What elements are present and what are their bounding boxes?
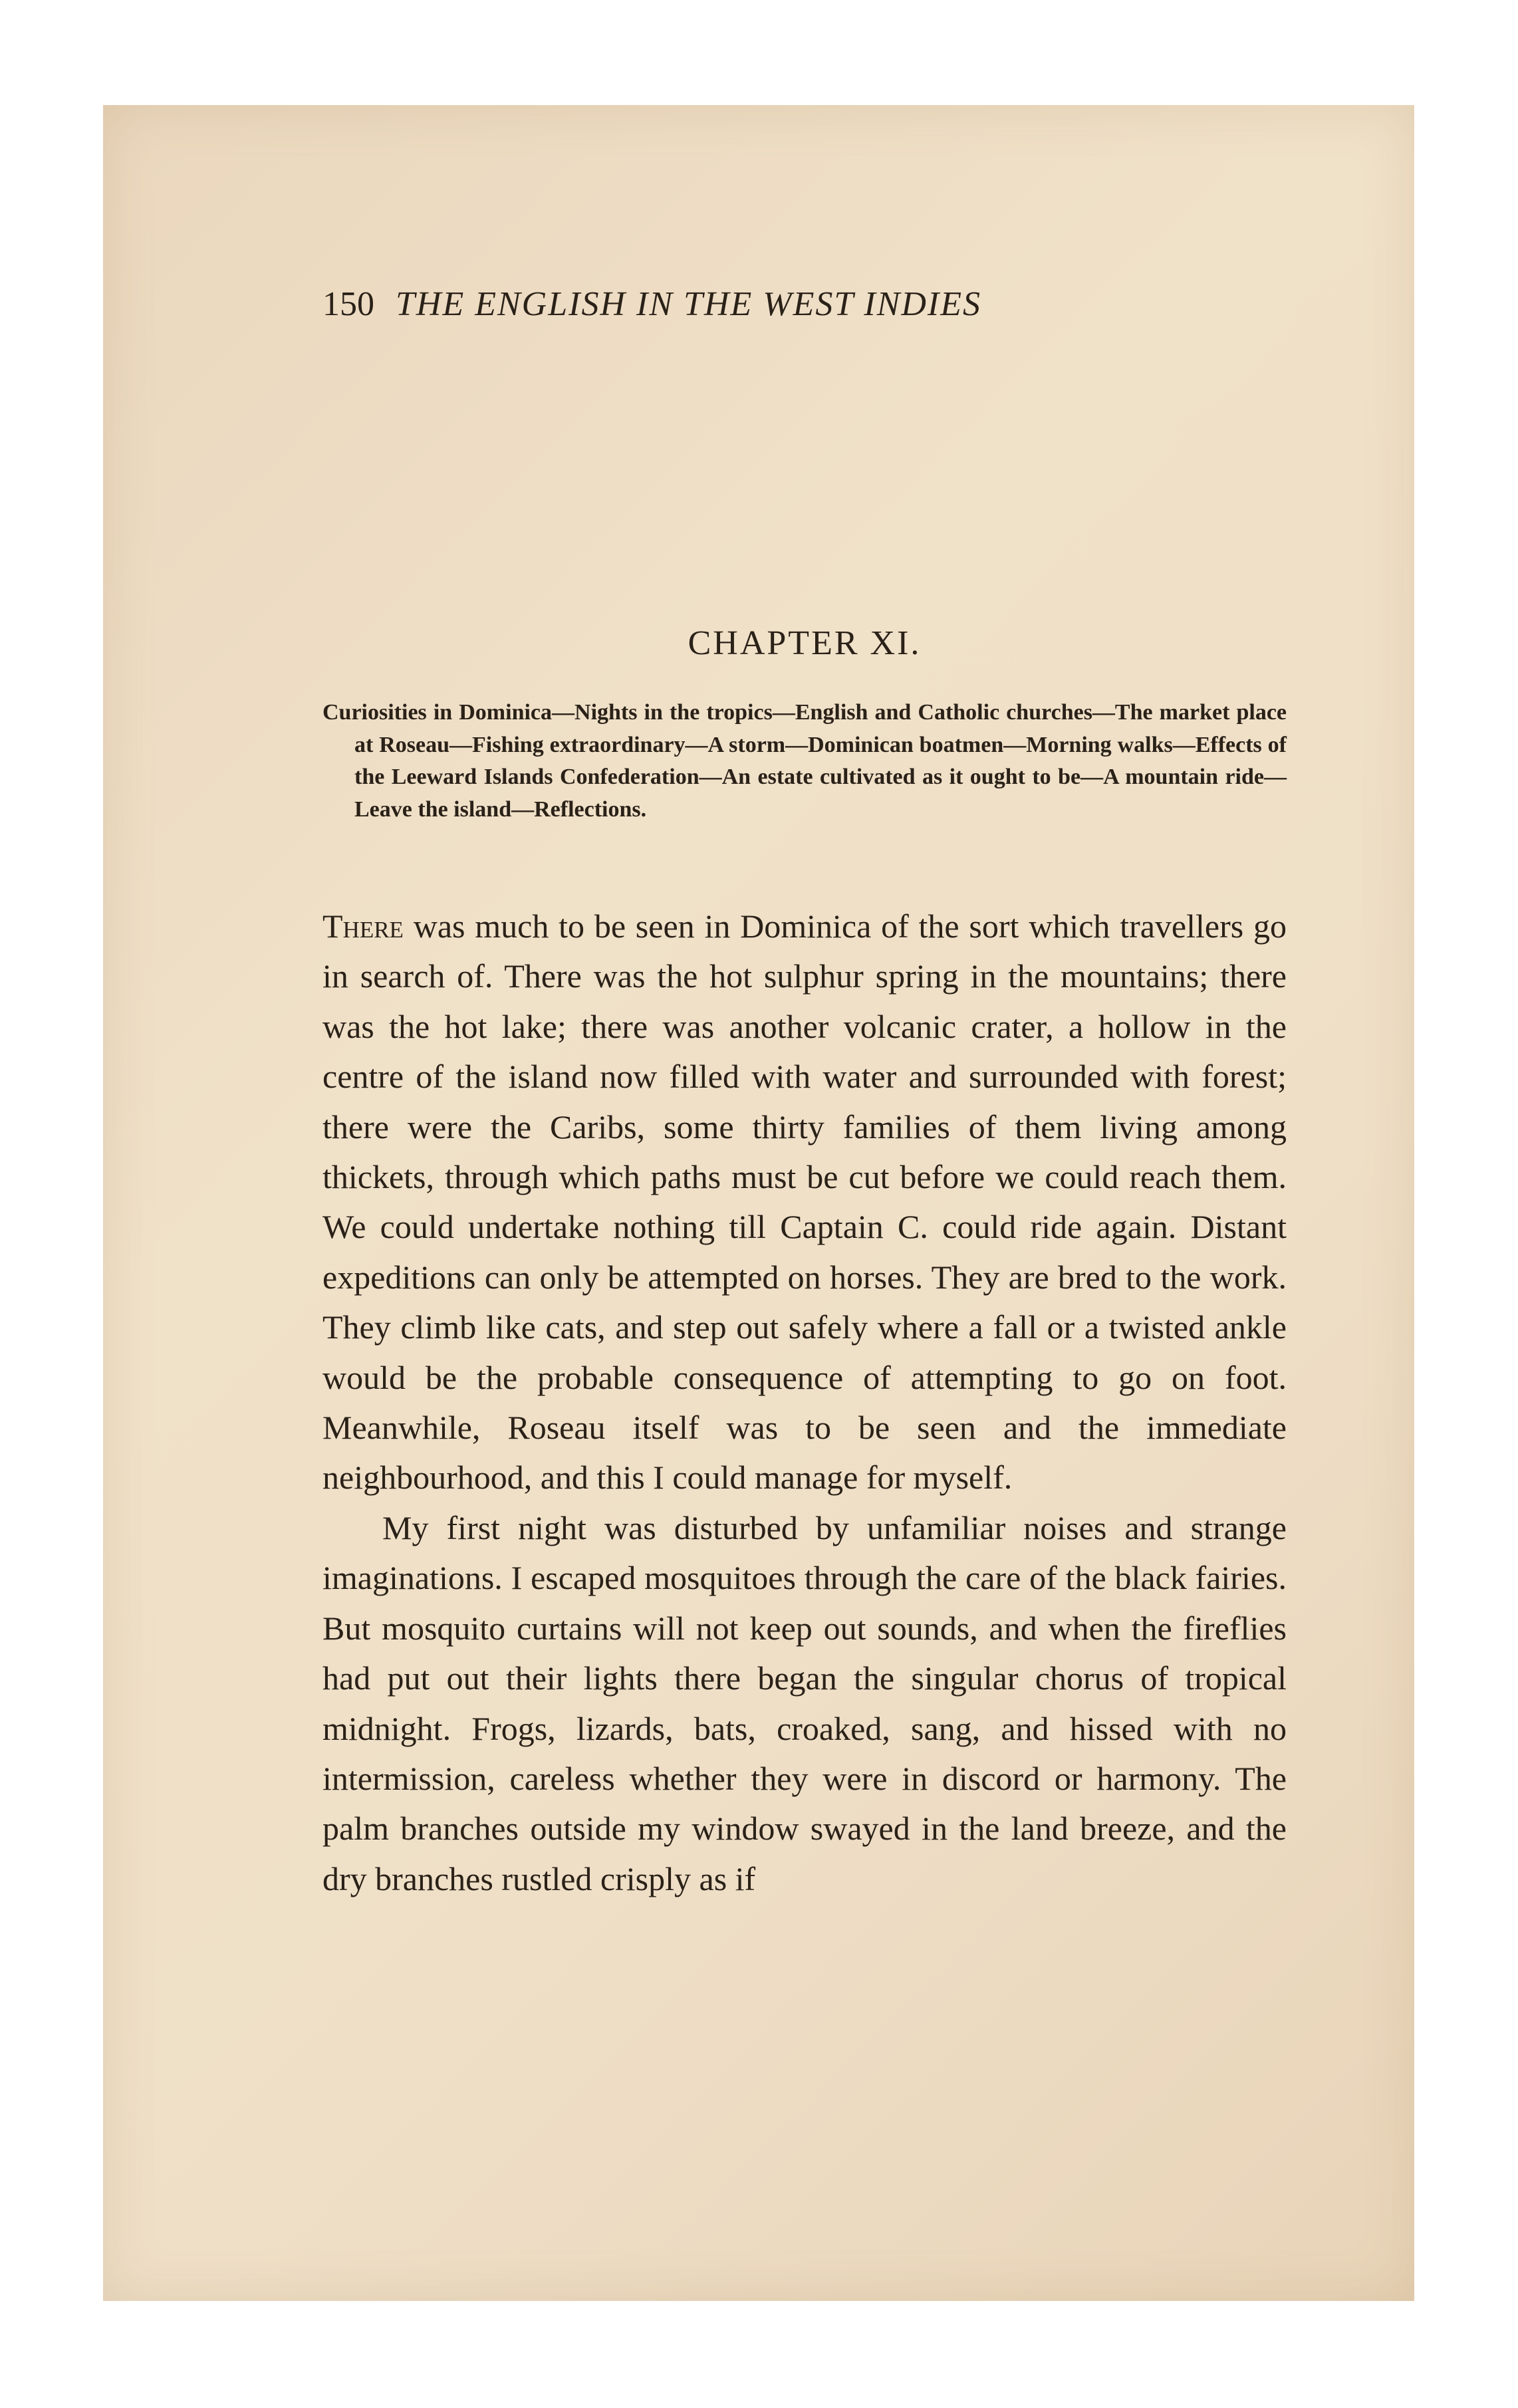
- paragraph: My first night was disturbed by unfamiliar noises and strange imaginations. I escaped mosquitoes through the care of the black fairies. But mosquito curtains will not keep out sounds, and when the fireflies had put out their lights there began the singular chorus of tropical midnight. Frogs, lizards, bats, croaked, sang, and hissed with no intermission, careless whether they were in discord or harmony. The palm branches outside my window swayed in the land breeze, and the dry branches rustled crisply as if: [322, 1508, 1287, 1897]
- page-number: 150: [322, 285, 374, 323]
- paragraph: [322, 902, 1287, 1503]
- chapter-heading: CHAPTER XI.: [688, 624, 922, 662]
- book-page: [103, 105, 1414, 2301]
- chapter-synopsis: Curiosities in Dominica—Nights in the tropics—English and Catholic churches—The market place at Roseau—Fishing extraordinary—A storm—Dominican boatmen—Morning walks—Effects of the Leeward Islands Confederation—An estate cultivated as it ought to be—A mountain ride—Leave the island—Reflections.: [322, 700, 1287, 822]
- running-title: THE ENGLISH IN THE WEST INDIES: [396, 285, 981, 323]
- running-head: [322, 281, 1287, 328]
- body-text: [322, 902, 1287, 1904]
- paragraph-text: was much to be seen in Dominica of the sort which travellers go in search of. There was the hot sulphur spring in the mountains; there was the hot lake; there was another volcanic crater, a hollow in the centre of the island now filled with water and surrounded with forest; there were the Caribs, some thirty families of them living among thickets, through which paths must be cut before we could reach them. We could undertake nothing till Captain C. could ride again. Distant expeditions can only be attempted on horses. They are bred to the work. They climb like cats, and step out safely where a fall or a twisted ankle would be the probable consequence of attempting to go on foot. Meanwhile, Roseau itself was to be seen and the immediate neighbourhood, and this I could manage for myself.: [322, 907, 1287, 1497]
- paragraph-lead-word: There: [322, 907, 404, 945]
